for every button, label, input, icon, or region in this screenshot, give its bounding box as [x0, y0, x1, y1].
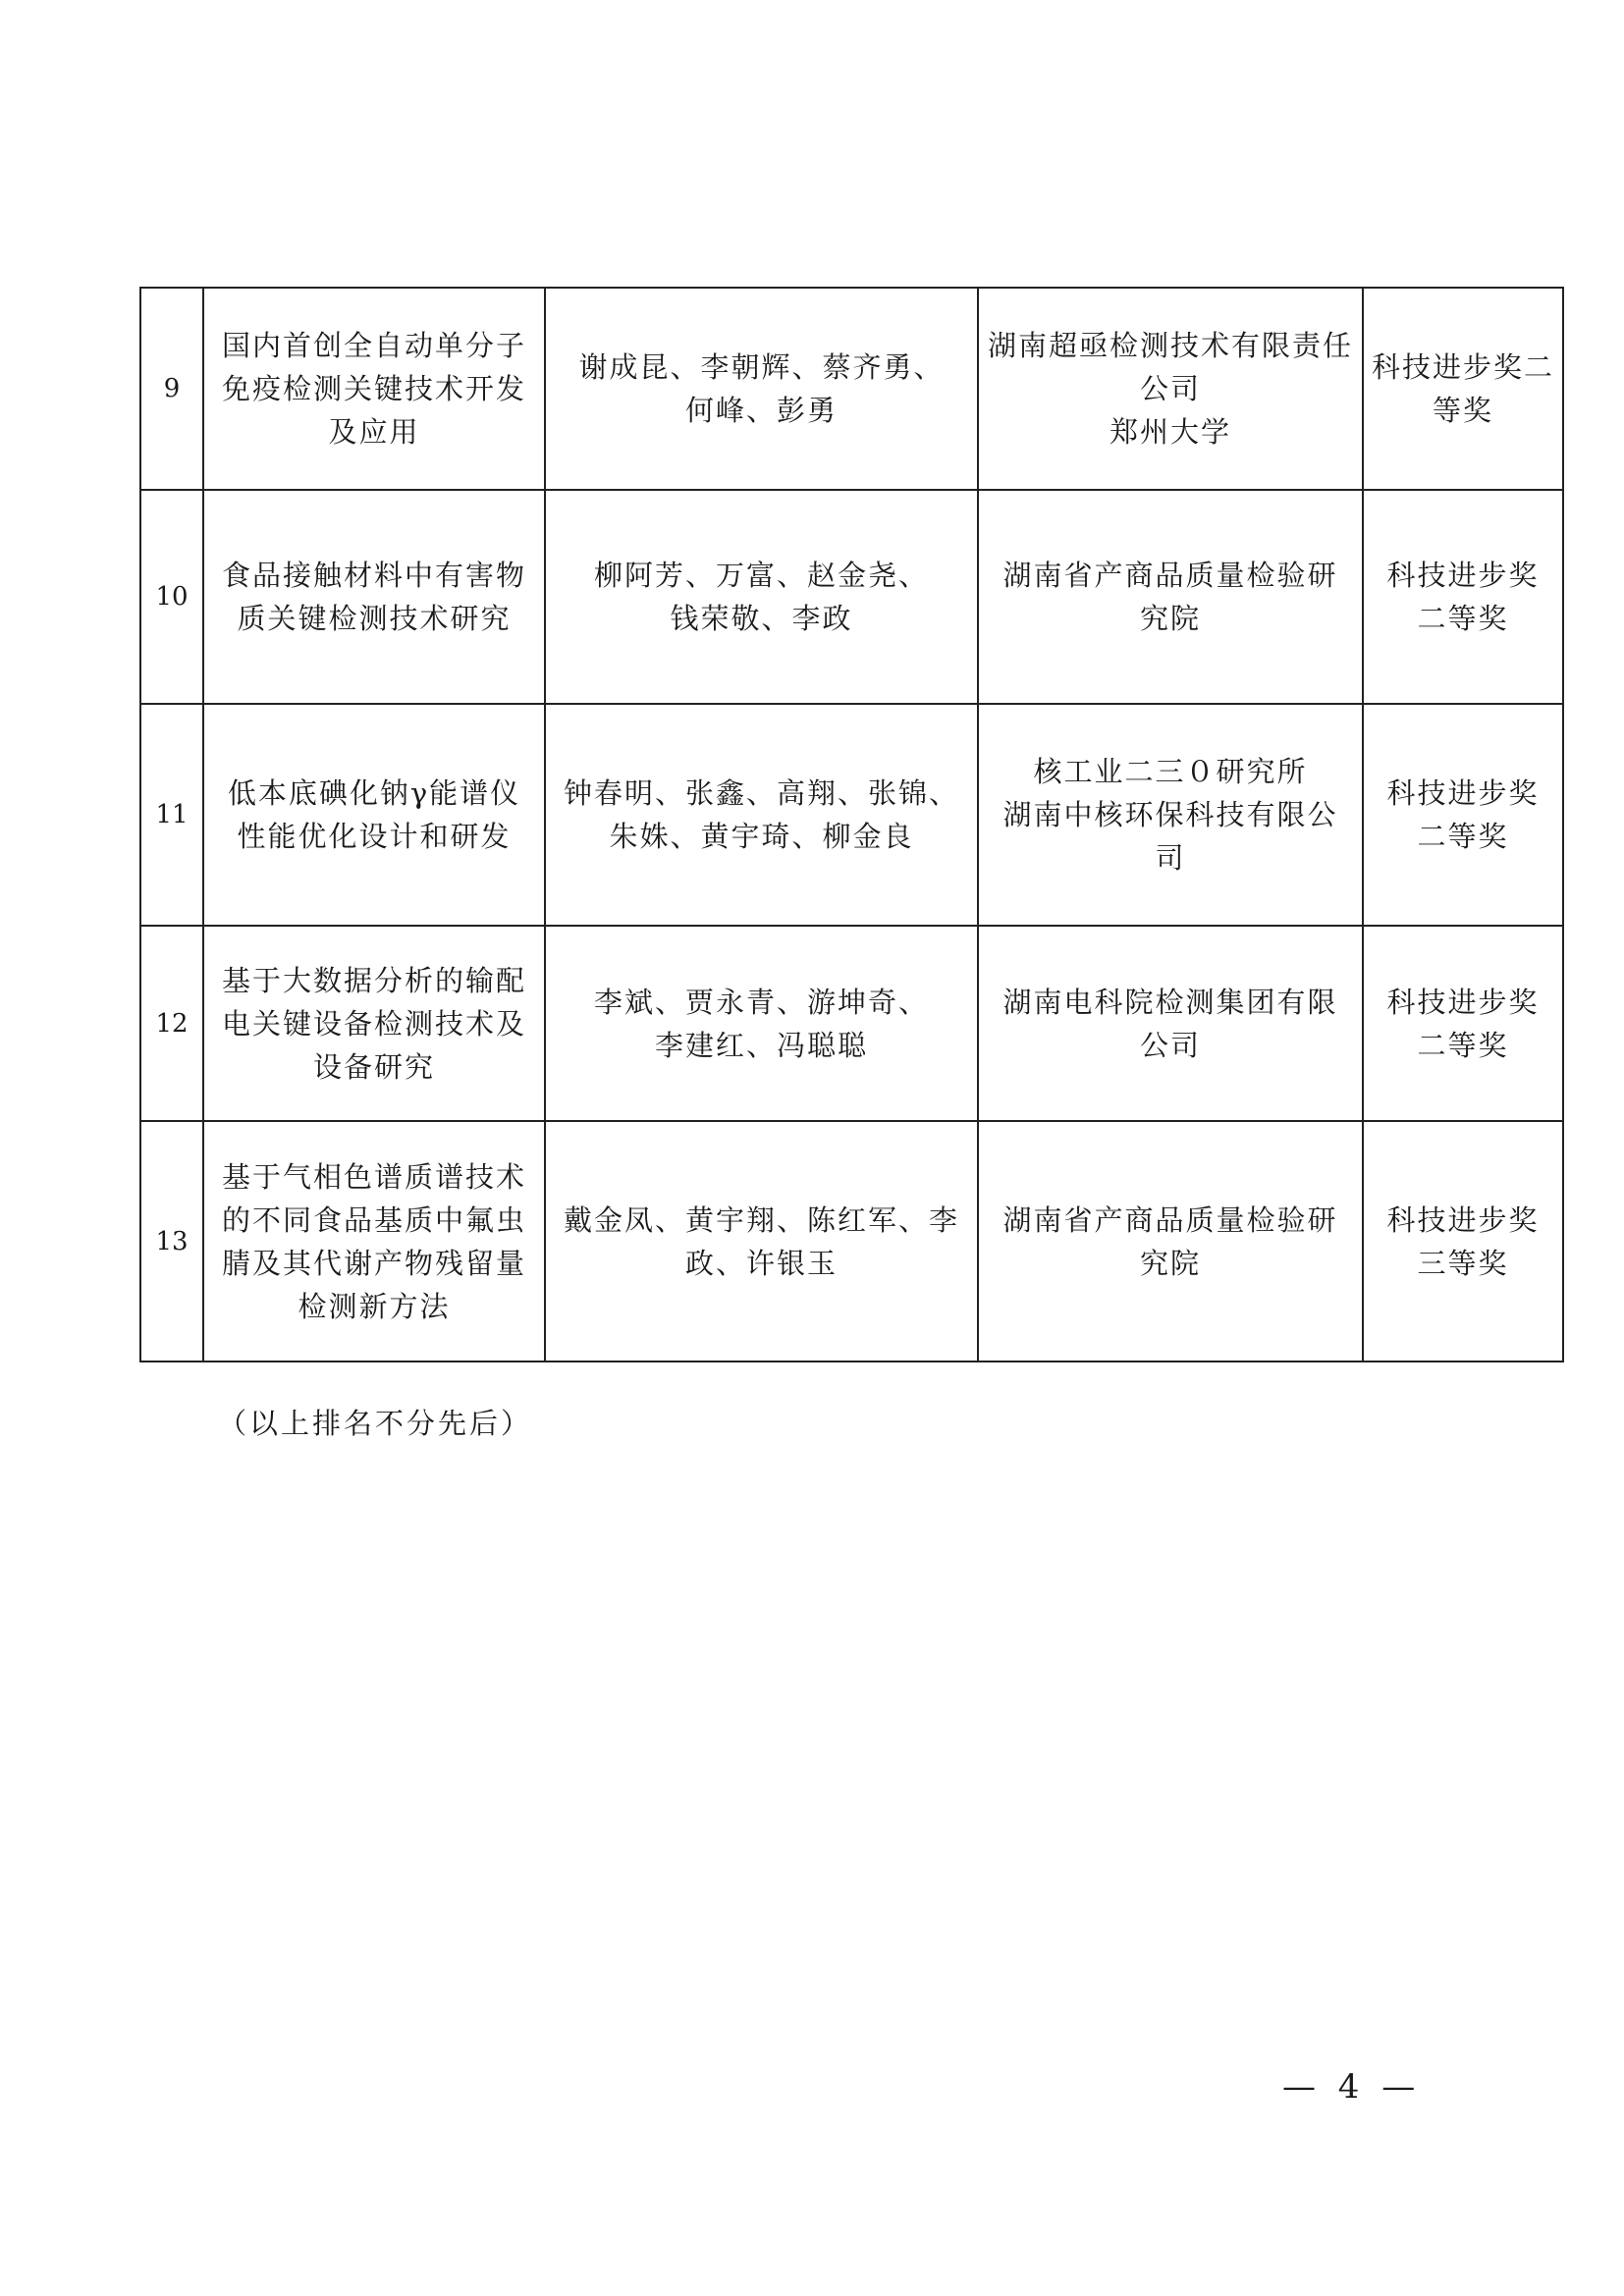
award-level: 科技进步奖 二等奖	[1363, 490, 1563, 704]
row-number: 12	[140, 926, 203, 1121]
table-row	[140, 704, 1563, 926]
main-units: 湖南省产商品质量检验研 究院	[978, 490, 1363, 704]
main-contributors: 李斌、贾永青、游坤奇、 李建红、冯聪聪	[545, 926, 978, 1121]
project-name: 国内首创全自动单分子 免疫检测关键技术开发 及应用	[203, 288, 545, 490]
project-name: 低本底碘化钠γ能谱仪 性能优化设计和研发	[203, 704, 545, 926]
award-level: 科技进步奖 二等奖	[1363, 926, 1563, 1121]
award-level: 科技进步奖 二等奖	[1363, 704, 1563, 926]
main-contributors: 谢成昆、李朝辉、蔡齐勇、 何峰、彭勇	[545, 288, 978, 490]
main-units: 湖南电科院检测集团有限 公司	[978, 926, 1363, 1121]
main-contributors: 柳阿芳、万富、赵金尧、 钱荣敬、李政	[545, 490, 978, 704]
table-row	[140, 490, 1563, 704]
main-units: 湖南省产商品质量检验研 究院	[978, 1121, 1363, 1362]
table-row	[140, 926, 1563, 1121]
award-table	[139, 287, 1564, 1362]
award-level: 科技进步奖二 等奖	[1363, 288, 1563, 490]
main-units: 湖南超亟检测技术有限责任 公司 郑州大学	[978, 288, 1363, 490]
row-number: 10	[140, 490, 203, 704]
main-units: 核工业二三０研究所 湖南中核环保科技有限公 司	[978, 704, 1363, 926]
project-name: 食品接触材料中有害物 质关键检测技术研究	[203, 490, 545, 704]
row-number: 11	[140, 704, 203, 926]
award-level: 科技进步奖 三等奖	[1363, 1121, 1563, 1362]
ranking-note: （以上排名不分先后）	[218, 1407, 533, 1440]
row-number: 9	[140, 288, 203, 490]
table-row	[140, 288, 1563, 490]
project-name: 基于气相色谱质谱技术 的不同食品基质中氟虫 腈及其代谢产物残留量 检测新方法	[203, 1121, 545, 1362]
table-row	[140, 1121, 1563, 1362]
main-contributors: 钟春明、张鑫、高翔、张锦、 朱姝、黄宇琦、柳金良	[545, 704, 978, 926]
main-contributors: 戴金凤、黄宇翔、陈红军、李 政、许银玉	[545, 1121, 978, 1362]
row-number: 13	[140, 1121, 203, 1362]
page-number: — 4 —	[1282, 2067, 1422, 2107]
project-name: 基于大数据分析的输配 电关键设备检测技术及 设备研究	[203, 926, 545, 1121]
